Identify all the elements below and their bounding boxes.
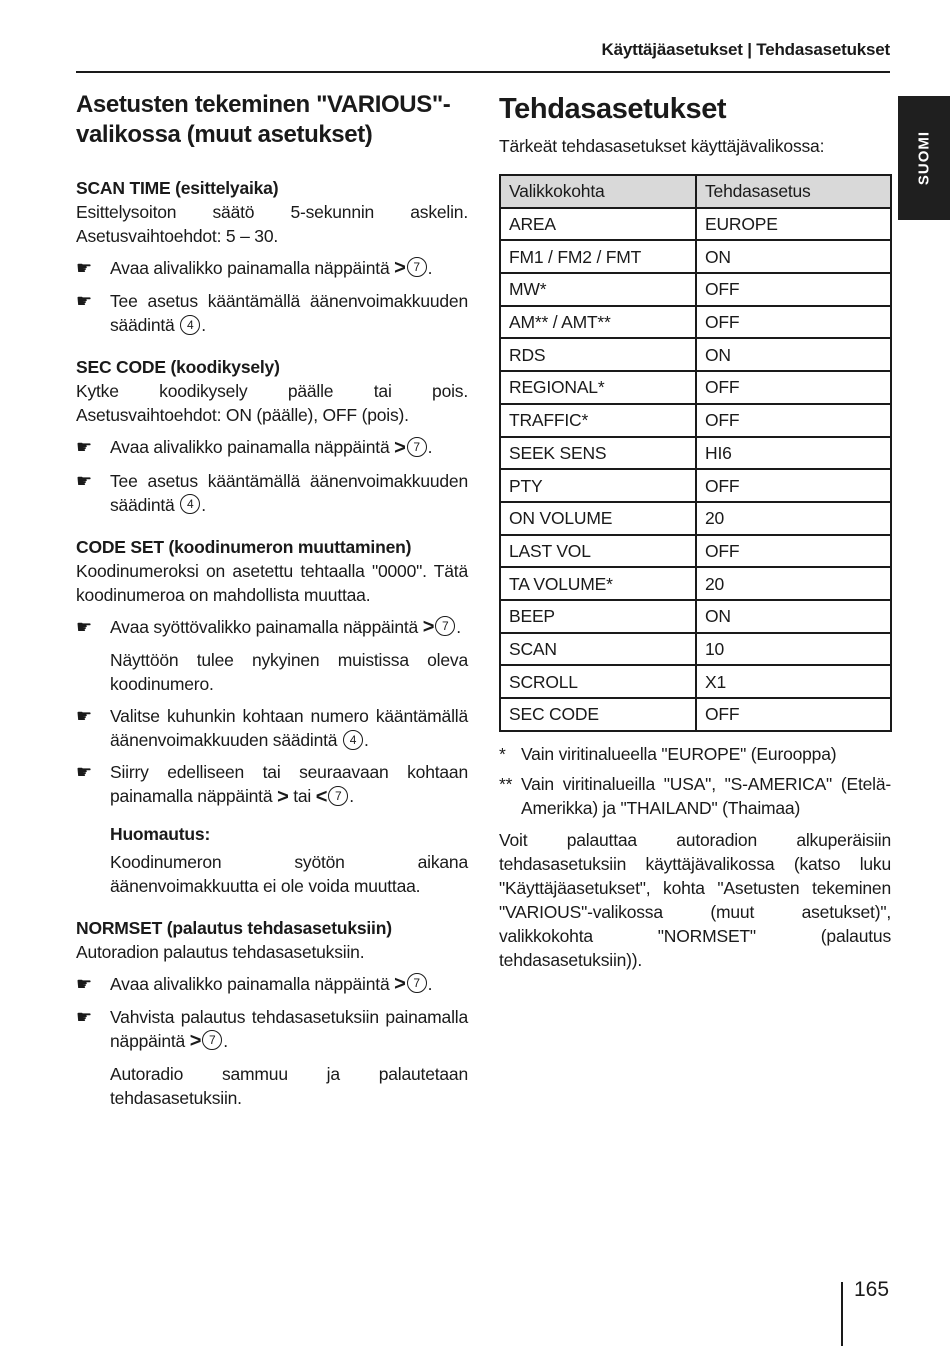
menu-item-cell: LAST VOL: [500, 535, 696, 568]
left-column: [76, 90, 468, 1128]
instruction-text: Avaa syöttövalikko painamalla näppäintä: [110, 616, 419, 637]
menu-item-cell: FM1 / FM2 / FMT: [500, 240, 696, 273]
table-row: [500, 698, 891, 731]
header-rule: [76, 71, 890, 73]
language-tab: [898, 96, 950, 220]
section-title: NORMSET (palautus tehdasasetuksiin): [76, 917, 392, 938]
key-number-circle: 7: [202, 1030, 222, 1050]
table-row: [500, 567, 891, 600]
pointing-hand-icon: ☛: [76, 470, 92, 491]
right-arrow-icon: >: [422, 616, 435, 639]
footnote-usa: [499, 772, 891, 820]
default-value-cell: OFF: [696, 535, 891, 568]
right-arrow-icon: >: [394, 972, 406, 995]
menu-item-cell: BEEP: [500, 600, 696, 633]
default-value-cell: EUROPE: [696, 208, 891, 241]
instruction-item: ☛ Siirry edelliseen tai seuraavaan kohtaan painamalla näppäintä > tai < 7 .: [76, 762, 468, 808]
key-number-circle: 4: [343, 730, 363, 750]
table-row: [500, 437, 891, 470]
key-number-circle: 4: [180, 494, 200, 514]
right-arrow-icon: >: [189, 1030, 202, 1053]
key-number-circle: 7: [435, 616, 455, 636]
table-row: [500, 404, 891, 437]
instruction-item: ☛ Avaa alivalikko painamalla näppäintä > 7 .: [76, 436, 433, 459]
section-text: Autoradion palautus tehdasasetuksiin.: [76, 941, 365, 962]
page-header-title: Käyttäjäasetukset | Tehdasasetukset: [601, 40, 890, 59]
default-value-cell: 20: [696, 567, 891, 600]
factory-settings-table: [499, 174, 892, 732]
instruction-text: Tee asetus kääntämällä äänenvoimakkuuden säädintä: [110, 291, 468, 336]
menu-item-cell: TA VOLUME*: [500, 567, 696, 600]
menu-item-cell: SEEK SENS: [500, 437, 696, 470]
table-row: [500, 240, 891, 273]
instruction-text: Valitse kuhunkin kohtaan numero kääntämällä äänenvoimakkuuden säädintä: [110, 706, 468, 751]
instruction-item: ☛ Avaa alivalikko painamalla näppäintä > 7 .: [76, 972, 433, 995]
page-number: 165: [854, 1278, 890, 1301]
instruction-item: ☛ Tee asetus kääntämällä äänenvoimakkuuden säädintä 4 .: [76, 470, 468, 515]
default-value-cell: OFF: [696, 469, 891, 502]
pointing-hand-icon: ☛: [76, 1006, 92, 1027]
instruction-result: Autoradio sammuu ja palautetaan tehdasasetuksiin.: [110, 1064, 468, 1109]
sec-code-section: [76, 355, 468, 516]
section-text: Kytke koodikysely päälle tai pois. Asetusvaihtoehdot: ON (päälle), OFF (pois).: [76, 381, 468, 426]
menu-item-cell: PTY: [500, 469, 696, 502]
table-row: [500, 633, 891, 666]
key-number-circle: 7: [407, 437, 427, 457]
key-number-circle: 7: [328, 786, 348, 806]
menu-item-cell: SEC CODE: [500, 698, 696, 731]
instruction-item: ☛ Avaa alivalikko painamalla näppäintä > 7 .: [76, 257, 433, 280]
footnote-text: Vain viritinalueella "EUROPE" (Eurooppa): [521, 743, 837, 764]
pointing-hand-icon: ☛: [76, 291, 92, 312]
pointing-hand-icon: ☛: [76, 973, 92, 994]
section-title: SCAN TIME (esittelyaika): [76, 178, 279, 198]
menu-item-cell: AM** / AMT**: [500, 306, 696, 339]
instruction-item: ☛ Valitse kuhunkin kohtaan numero kääntämällä äänenvoimakkuuden säädintä 4 .: [76, 706, 468, 751]
right-arrow-icon: >: [394, 436, 406, 459]
default-value-cell: OFF: [696, 404, 891, 437]
section-text: Esittelysoiton säätö 5-sekunnin askelin. Asetusvaihtoehdot: 5 – 30.: [76, 202, 468, 246]
pointing-hand-icon: ☛: [76, 706, 92, 727]
pointing-hand-icon: ☛: [76, 616, 92, 637]
instruction-text: Avaa alivalikko painamalla näppäintä: [110, 437, 390, 458]
instruction-text: Siirry edelliseen tai seuraavaan kohtaan painamalla näppäintä: [110, 762, 468, 807]
normset-reference-text: Voit palauttaa autoradion alkuperäisiin tehdasasetuksiin käyttäjävalikossa (katso luku "Käyttäjäasetukset", kohta "Asetusten tekeminen "VARIOUS"-valikossa (muut asetukset)", valikkokohta "NORMSET" (palautus tehdasasetuksiin)).: [499, 829, 891, 970]
table-row: [500, 306, 891, 339]
normset-section: [76, 916, 468, 1111]
instruction-item: ☛ Tee asetus kääntämällä äänenvoimakkuuden säädintä 4 .: [76, 291, 468, 336]
instruction-result: Näyttöön tulee nykyinen muistissa oleva koodinumero.: [110, 650, 468, 695]
table-row: [500, 535, 891, 568]
default-value-cell: X1: [696, 665, 891, 698]
instruction-item: ☛ Vahvista palautus tehdasasetuksiin painamalla näppäintä > 7 .: [76, 1006, 468, 1053]
table-row: [500, 338, 891, 371]
factory-settings-intro: Tärkeät tehdasasetukset käyttäjävalikossa:: [499, 136, 825, 156]
pointing-hand-icon: ☛: [76, 258, 92, 278]
key-number-circle: 4: [180, 315, 200, 335]
default-value-cell: ON: [696, 600, 891, 633]
note-text: Koodinumeron syötön aikana äänenvoimakkuutta ei ole voida muuttaa.: [110, 851, 468, 896]
scan-time-section: [76, 176, 468, 337]
footnote-mark: *: [499, 743, 506, 764]
table-row: [500, 600, 891, 633]
right-arrow-icon: >: [277, 785, 289, 808]
default-value-cell: HI6: [696, 437, 891, 470]
default-value-cell: OFF: [696, 698, 891, 731]
menu-item-cell: SCAN: [500, 633, 696, 666]
default-value-cell: ON: [696, 338, 891, 371]
default-value-cell: 10: [696, 633, 891, 666]
footnote-text: Vain viritinalueilla "USA", "S-AMERICA" (Etelä-Amerikka) ja "THAILAND" (Thaimaa): [521, 773, 891, 818]
column-header: Tehdasasetus: [696, 175, 891, 208]
menu-item-cell: MW*: [500, 273, 696, 306]
column-header: Valikkokohta: [500, 175, 696, 208]
table-row: [500, 371, 891, 404]
table-row: [500, 469, 891, 502]
key-number-circle: 7: [407, 973, 427, 993]
default-value-cell: 20: [696, 502, 891, 535]
left-arrow-icon: <: [315, 785, 328, 808]
language-tab-label: SUOMI: [915, 130, 933, 186]
right-column: [499, 90, 891, 972]
key-number-circle: 7: [407, 257, 427, 277]
conjunction-text: tai: [293, 786, 312, 807]
pointing-hand-icon: ☛: [76, 762, 92, 783]
table-row: [500, 273, 891, 306]
right-arrow-icon: >: [394, 257, 406, 280]
table-header-row: [500, 175, 891, 208]
section-title: SEC CODE (koodikysely): [76, 357, 280, 378]
table-row: [500, 208, 891, 241]
menu-item-cell: AREA: [500, 208, 696, 241]
menu-item-cell: REGIONAL*: [500, 371, 696, 404]
default-value-cell: OFF: [696, 306, 891, 339]
instruction-text: Tee asetus kääntämällä äänenvoimakkuuden säädintä: [110, 470, 468, 515]
default-value-cell: OFF: [696, 273, 891, 306]
default-value-cell: OFF: [696, 371, 891, 404]
page-number-rule: [841, 1282, 843, 1346]
footnote-mark: **: [499, 773, 513, 794]
menu-item-cell: TRAFFIC*: [500, 404, 696, 437]
instruction-item: ☛ Avaa syöttövalikko painamalla näppäintä > 7 .: [76, 616, 461, 639]
footnote-europe: [499, 742, 891, 766]
default-value-cell: ON: [696, 240, 891, 273]
instruction-text: Avaa alivalikko painamalla näppäintä: [110, 973, 390, 994]
pointing-hand-icon: ☛: [76, 437, 92, 458]
menu-item-cell: SCROLL: [500, 665, 696, 698]
section-text: Koodinumeroksi on asetettu tehtaalla "0000". Tätä koodinumeroa on mahdollista muuttaa.: [76, 560, 468, 605]
instruction-text: Avaa alivalikko painamalla näppäintä: [110, 258, 390, 278]
menu-item-cell: RDS: [500, 338, 696, 371]
section-title: CODE SET (koodinumeron muuttaminen): [76, 536, 412, 557]
various-menu-heading: Asetusten tekeminen "VARIOUS"-valikossa (muut asetukset): [76, 91, 451, 148]
menu-item-cell: ON VOLUME: [500, 502, 696, 535]
code-set-section: [76, 535, 468, 898]
table-row: [500, 502, 891, 535]
instruction-text: Vahvista palautus tehdasasetuksiin painamalla näppäintä: [110, 1006, 468, 1051]
factory-settings-heading: Tehdasasetukset: [499, 93, 727, 125]
note-title: Huomautus:: [110, 823, 211, 844]
table-row: [500, 665, 891, 698]
